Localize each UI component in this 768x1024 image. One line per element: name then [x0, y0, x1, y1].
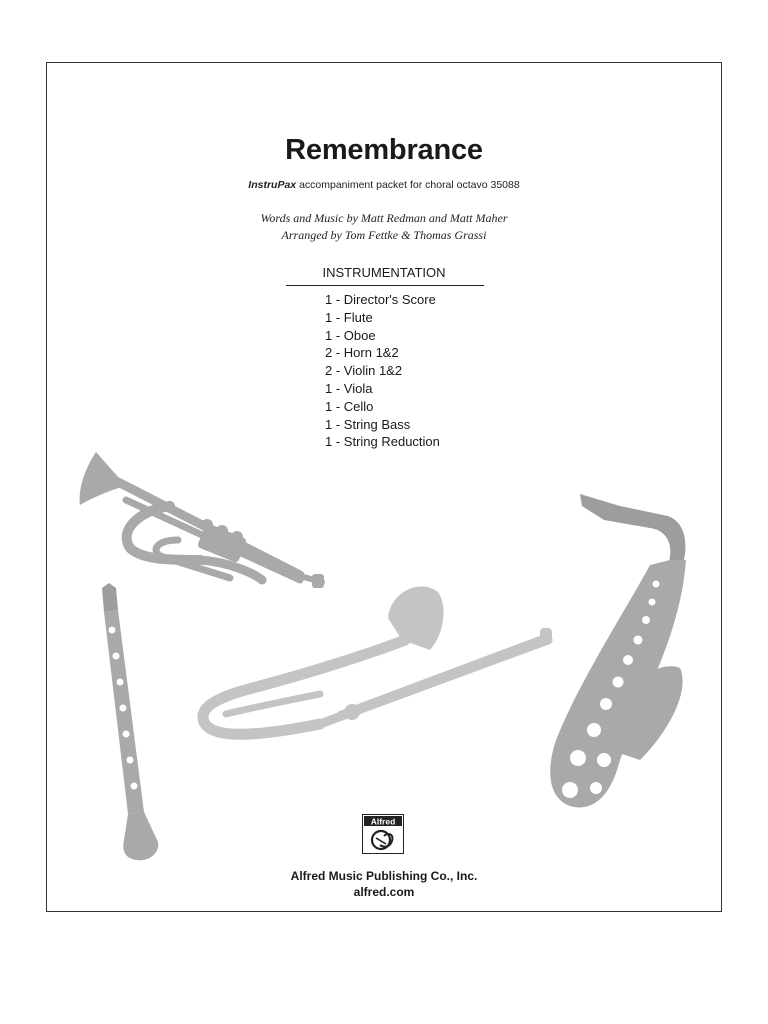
words-music-credit: Words and Music by Matt Redman and Matt Maher	[260, 211, 508, 225]
list-item: 1 - String Bass	[325, 416, 411, 432]
list-item: 1 - Viola	[325, 380, 373, 396]
arranger-credit: Arranged by Tom Fettke & Thomas Grassi	[281, 228, 487, 242]
list-item: 1 - Cello	[325, 398, 374, 414]
list-item: 1 - Flute	[325, 309, 373, 325]
publisher-url: alfred.com	[353, 885, 415, 899]
list-item: 2 - Violin 1&2	[325, 363, 403, 379]
trumpet-icon	[80, 452, 324, 588]
subtitle-brand: InstruPax	[248, 179, 297, 191]
subtitle-text: accompaniment packet for choral octavo 35088	[296, 179, 520, 191]
publisher-info	[0, 868, 768, 900]
page-title: Remembrance	[285, 134, 483, 166]
clarinet-icon	[102, 583, 158, 860]
list-item: 2 - Horn 1&2	[325, 345, 399, 361]
list-item: 1 - Director's Score	[325, 292, 436, 307]
list-item: 1 - String Reduction	[325, 434, 440, 450]
alfred-logo-icon	[362, 814, 404, 854]
list-item: 1 - Oboe	[325, 327, 376, 343]
instrumentation-heading: INSTRUMENTATION	[322, 265, 446, 280]
publisher-name: Alfred Music Publishing Co., Inc.	[290, 869, 478, 883]
trombone-icon	[203, 586, 552, 734]
saxophone-icon	[550, 494, 686, 807]
logo-text: Alfred	[370, 816, 396, 827]
